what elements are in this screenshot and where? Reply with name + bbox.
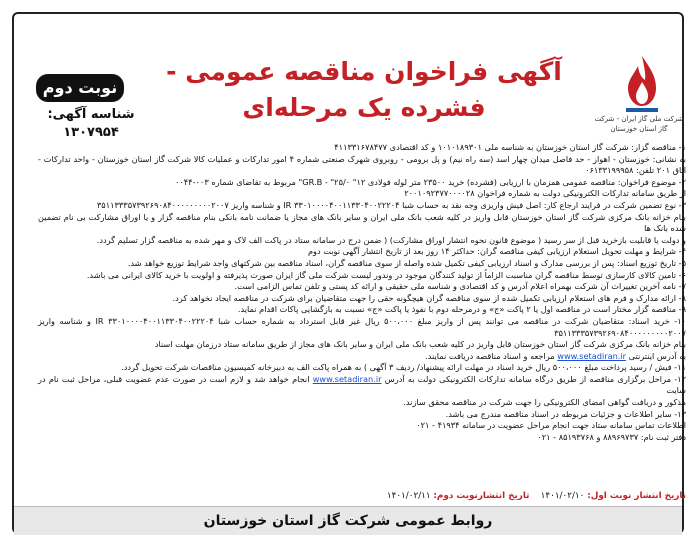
body-line	[38, 351, 686, 363]
body-line: ۱- مناقصه گزار: شرکت گاز استان خوزستان به شناسه ملی ۱۰۱۰۱۸۹۳۰۱ و کد اقتصادی ۴۱۱۳۳۱۶۷۸۴۷۷	[334, 142, 686, 152]
body-line: بنام خزانه بانک مرکزی شرکت گاز استان خوزستان قابل واریز در کلیه شعب بانک ملی ایران و سایر بانک های مجاز یا ضمانت نامه بانکی بنام مناقصه گزار و یا اوراق مشارکت بی نام تضمین شده بانک ها	[38, 211, 686, 234]
first-date-value: ۱۴۰۱/۰۲/۱۰	[540, 491, 585, 501]
body-line: و دولت یا قابلیت بازخرید قبل از سر رسید ( موضوع قانون نحوه انتشار اوراق مشارکت) ( ضمن درج در سامانه ستاد در پاکت الف لاک و مهر شده به مناقصه گزار تسلیم گردد.	[96, 234, 686, 245]
body-line: بنام خزانه بانک مرکزی شرکت گاز استان خوزستان قابل واریز در کلیه شعب بانک ملی ایران و سایر بانک های مجاز از طریق سامانه ستاد درزمان مهلت اسناد	[154, 339, 686, 350]
body-line: اطلاعات تماس سامانه ستاد جهت انجام مراحل عضویت در سامانه ۴۱۹۳۴ - ۰۲۱	[416, 420, 686, 431]
publication-dates	[38, 490, 686, 503]
body-line: ۲- موضوع فراخوان: مناقصه عمومی همزمان با ارزیابی (فشرده) خرید ۲۳۵۰۰ متر لوله فولادی ۱۲" GR.B - "۲۵/۰" مربوط به تقاضای شماره ۰۰۳-۰۰۴۴	[174, 176, 686, 187]
website-link[interactable]: www.setadiran.ir	[312, 373, 382, 384]
body-line: ۳- نوع تضمین شرکت در فرایند ارجاع کار: اصل فیش واریزی وجه نقد به حساب شبا IR ۳۳۰۱۰۰۰۰۴۰۰۱۱۳۳۰۴۰۰۲۲۲۰۴ و شناسه واریز ۳۵۱۱۳۳۳۵۷۳۹۲۶۹۰۸۴۰۰۰۰۰۰۰۰۰۲۰۰۷	[96, 199, 686, 210]
body-line: ۱۱- فیش / رسید پرداخت مبلغ ۵۰۰،۰۰۰ ریال خرید اسناد در مهلت ارائه پیشنهاد/ ردیف ۳ آگهی ) به همراه پاکت الف به دبیرخانه کمیسیون مناقصات شرکت تحویل گردد.	[121, 362, 686, 373]
company-logo-text: شرکت ملی گاز ایران - شرکت گاز استان خوزستان	[594, 115, 684, 133]
second-date-label: تاریخ انتشارنوبت دوم:	[433, 491, 530, 501]
round-badge: نوبت دوم	[36, 74, 124, 102]
second-date-value: ۱۴۰۱/۰۲/۱۱	[386, 491, 431, 501]
gas-flame-logo-icon	[612, 52, 672, 116]
first-date-label: تاریخ انتشار نوبت اول:	[587, 491, 686, 501]
footer-banner: روابط عمومی شرکت گاز استان خوزستان	[14, 506, 682, 535]
body-line-text: ۱۲- مراحل برگزاری مناقصه از طریق درگاه سامانه تدارکات الکترونیکی دولت به آدرس	[384, 373, 686, 384]
advertisement-body	[38, 142, 686, 443]
body-line: مذکور و دریافت گواهی امضای الکترونیکی را جهت شرکت در مناقصه محقق سازند.	[403, 397, 686, 408]
body-line: دفتر ثبت نام: ۸۸۹۶۹۷۳۷ و ۸۵۱۹۳۷۶۸ - ۰۲۱	[537, 431, 686, 442]
page-title: آگهی فراخوان مناقصه عمومی - فشرده یک مرحله‌ای	[166, 57, 562, 122]
body-line: ۱۳- سایر اطلاعات و جزئیات مربوطه در اسناد مناقصه مندرج می باشد.	[445, 408, 686, 419]
body-line-text: انجام خواهد شد و لازم است در صورت عدم عضویت قبلی، مراحل ثبت نام در سایت	[38, 373, 686, 396]
body-line: به نشانی: خوزستان - اهواز - حد فاصل میدان چهار اسد (سه راه نیم) و پل برومی - روبروی شهرک صنعتی شماره ۴ امور تدارکات و عملیات کالا شرکت گاز استان خوزستان - واحد تدارکات - اتاق ۲۰۱ تلفن: ۰۶۱۳۳۱۹۹۹۵۸	[38, 153, 687, 176]
body-line: ۱۰- خرید اسناد: متقاضیان شرکت در مناقصه می توانند پس از واریز مبلغ ۵۰۰،۰۰۰ ریال غیر قابل استرداد به شماره حساب شبا IR ۳۳۰۱۰۰۰۰۴۰۰۱۱۳۳۰۴۰۰۲۲۲۰۴ و شناسه واریز ۳۵۱۱۳۳۳۵۷۳۹۲۶۹۰۸۴۰۰۰۰۰۰۰۰۰۲۰۰۷	[38, 315, 687, 338]
body-line: ۸- ارائه مدارک و فرم های استعلام ارزیابی تکمیل شده از سوی مناقصه گران هیچگونه حقی را جهت متقاضیان برای شرکت در مناقصه ایجاد نخواهد کرد.	[172, 292, 686, 303]
body-line: ۴- شرایط و مهلت تحویل استعلام ارزیابی کیفی مناقصه گران: حداکثر ۱۴ روز بعد از تاریخ انتشار آگهی نوبت دوم	[307, 246, 686, 257]
website-link[interactable]: www.setadiran.ir	[557, 350, 627, 361]
body-line: ۹- مناقصه گزار مختار است در مناقصه اول یا ۲ پاکت «ج» و درمرحله دوم با نفوذ یا پاکت «ج» نسبت به بازگشایی پاکات اقدام نماید.	[237, 304, 686, 315]
body-line: ۷- نامه آخرین تغییرات آن شرکت بهمراه اعلام آدرس و کد اقتصادی و شناسه ملی حقیقی و ارائه کد پستی و تلفن تماس الزامی است.	[234, 281, 686, 292]
body-line: ۵- تاریخ توزیع اسناد: پس از بررسی مدارک و اسناد ارزیابی کیفی تکمیل شده واصله از سوی مناقصه گران، اسناد مناقصه بین شرکتهای واجد شرایط توزیع خواهد شد.	[127, 257, 686, 268]
body-line: از طریق سامانه تدارکات الکترونیکی دولت به شماره فراخوان ۲۰۰۱۰۹۲۳۷۷۰۰۰۰۲۸	[404, 188, 686, 199]
company-logo	[612, 52, 672, 116]
body-line-text: مراجعه و اسناد مناقصه دریافت نمایند.	[425, 350, 555, 361]
body-line	[38, 374, 686, 397]
advertisement-frame	[12, 12, 687, 534]
ad-number: شناسه آگهی: ۱۳۰۷۹۵۴	[47, 107, 135, 140]
website-prefix: به آدرس اینترنتی	[628, 350, 686, 361]
body-line: ۶- تامین کالای کارسازی توسط مناقصه گران مناسبت الزاماً از تولید کنندگان موجود در وندور لیست شرکت ملی گاز ایران صورت پذیرفته و اولویت با خرید کالای ایرانی می باشد.	[86, 269, 686, 280]
